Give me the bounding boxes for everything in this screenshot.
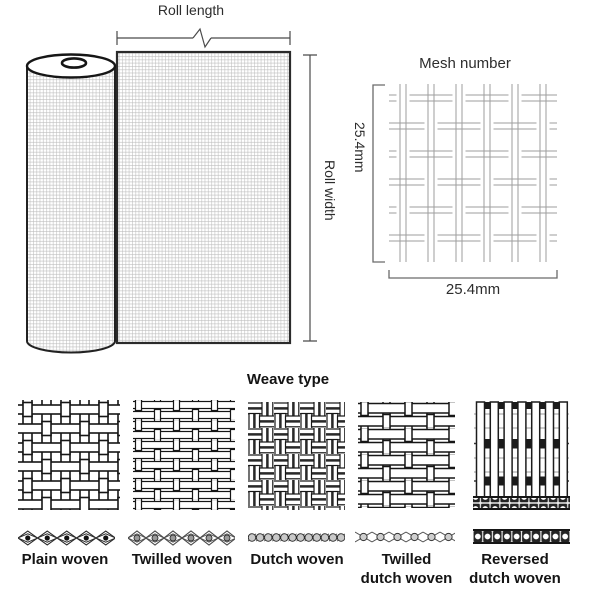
roll-length-label: Roll length — [157, 2, 225, 18]
roll-width-label: Roll width — [322, 160, 338, 221]
weave-label-line1: Plain woven — [21, 551, 109, 568]
weave-label-line2: dutch woven — [360, 570, 453, 587]
plain-woven-cross-section — [18, 529, 115, 547]
roll-width-dimension — [303, 55, 317, 341]
weave-label-line1: Dutch woven — [250, 551, 344, 568]
plain-woven-label — [10, 550, 120, 569]
twilled-woven-swatch — [133, 400, 235, 510]
roll-core-hole — [62, 58, 86, 67]
plain-woven-swatch — [18, 400, 120, 510]
dutch-woven-label — [240, 550, 354, 569]
twilled-woven-cross-section — [128, 529, 235, 547]
reversed-dutch-woven-cross-section — [473, 530, 570, 543]
roll-body — [27, 66, 115, 353]
mesh-width-bracket — [389, 270, 557, 278]
weave-label-line1: Reversed — [481, 551, 549, 568]
twilled-dutch-woven-label — [352, 550, 461, 588]
mesh-sheet — [117, 52, 290, 343]
dimension-break-icon — [193, 29, 211, 47]
weave-cross-sections — [18, 529, 570, 547]
dutch-woven-swatch — [248, 402, 345, 510]
twilled-dutch-woven-swatch — [358, 402, 455, 508]
weave-label-line1: Twilled — [381, 551, 432, 568]
mesh-roll-illustration — [27, 52, 290, 353]
mesh-horizontal-dimension-label: 25.4mm — [445, 281, 501, 298]
twilled-dutch-woven-cross-section — [355, 529, 455, 545]
weave-label-line1: Twilled woven — [131, 551, 233, 568]
mesh-vertical-dimension-label: 25.4mm — [352, 122, 368, 173]
reversed-dutch-bead-band — [473, 497, 570, 509]
dutch-woven-cross-section — [248, 531, 345, 544]
twilled-woven-label — [124, 550, 240, 569]
weave-type-title: Weave type — [246, 371, 330, 388]
mesh-number-title: Mesh number — [419, 55, 511, 72]
reversed-dutch-woven-label — [458, 550, 572, 588]
reversed-dutch-woven-swatch — [473, 402, 570, 509]
weave-swatches — [18, 400, 570, 510]
mesh-number-swatch — [389, 84, 557, 262]
mesh-height-bracket — [373, 85, 385, 262]
weave-label-line2: dutch woven — [469, 570, 561, 587]
roll-length-dimension — [117, 29, 290, 47]
